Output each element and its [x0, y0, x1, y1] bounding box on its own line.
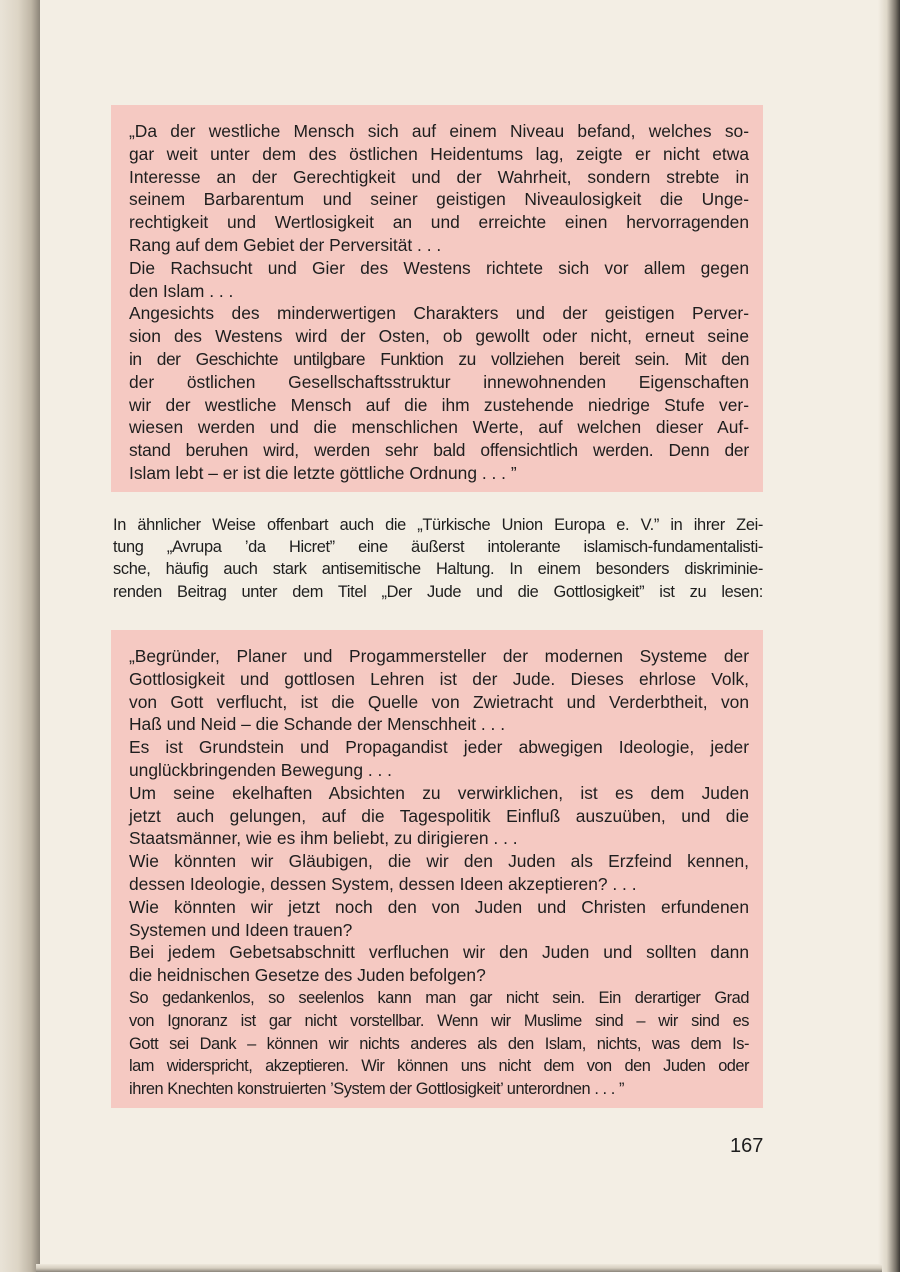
page-right-edge: [878, 0, 900, 1272]
quote-line: wir der westliche Mensch auf die ihm zustehende niedrige Stufe ver-: [129, 394, 749, 415]
quote-line: Die Rachsucht und Gier des Westens richtete sich vor allem gegen: [129, 257, 749, 278]
quote-line: den Islam . . .: [129, 280, 234, 301]
quote-line: rechtigkeit und Wertlosigkeit an und erreichte einen hervorragenden: [129, 212, 749, 233]
quote-line: Wie könnten wir jetzt noch den von Juden und Christen erfundenen: [129, 896, 749, 917]
body-line: renden Beitrag unter dem Titel „Der Jude und die Gottlosigkeit” ist zu lesen:: [113, 582, 763, 601]
quote-line: Rang auf dem Gebiet der Perversität . . .: [129, 234, 442, 255]
quote-line: Bei jedem Gebetsabschnitt verfluchen wir den Juden und sollten dann: [129, 942, 749, 963]
quote-line: dessen Ideologie, dessen System, dessen Ideen akzeptieren? . . .: [129, 873, 637, 894]
quote-line: gar weit unter dem des östlichen Heidentums lag, zeigte er nicht etwa: [129, 143, 749, 164]
quote-line: Gottlosigkeit und gottlosen Lehren ist der Jude. Dieses ehrlose Volk,: [129, 668, 749, 689]
quote-line: in der Geschichte untilgbare Funktion zu vollziehen bereit sein. Mit den: [129, 348, 749, 369]
quote-line: Interesse an der Gerechtigkeit und der Wahrheit, sondern strebte in: [129, 166, 749, 187]
quote-line: von Ignoranz ist gar nicht vorstellbar. Wenn wir Muslime sind – wir sind es: [129, 1011, 749, 1030]
page-bottom-edge: [36, 1264, 882, 1272]
quote-line: Staatsmänner, wie es ihm beliebt, zu dirigieren . . .: [129, 828, 518, 849]
quote-line: unglückbringenden Bewegung . . .: [129, 759, 392, 780]
body-line: tung „Avrupa ’da Hicret” eine äußerst intolerante islamisch-fundamentalisti-: [113, 538, 763, 557]
quote-line: ihren Knechten konstruierten ’System der Gottlosigkeit’ unterordnen . . . ”: [129, 1080, 624, 1099]
quote-line: Wie könnten wir Gläubigen, die wir den Juden als Erzfeind kennen,: [129, 851, 749, 872]
quote-line: Islam lebt – er ist die letzte göttliche Ordnung . . . ”: [129, 462, 517, 483]
quote-line: von Gott verflucht, ist die Quelle von Zwietracht und Verderbtheit, von: [129, 691, 749, 712]
quote-line: Angesichts des minderwertigen Charakters und der geistigen Perver-: [129, 303, 749, 324]
quote-line: „Da der westliche Mensch sich auf einem Niveau befand, welches so-: [129, 121, 749, 141]
quote-line: So gedankenlos, so seelenlos kann man gar nicht sein. Ein derartiger Grad: [129, 988, 749, 1007]
quote-line: Gott sei Dank – können wir nichts anderes als den Islam, nichts, was dem Is-: [129, 1034, 749, 1053]
quote-line: Haß und Neid – die Schande der Menschheit . . .: [129, 714, 506, 735]
quote-block-highlighted: [111, 105, 763, 492]
page-binding-shadow: [0, 0, 40, 1272]
quote-line: stand beruhen wird, werden sehr bald offensichtlich werden. Denn der: [129, 440, 749, 461]
quote-line: wiesen werden und die menschlichen Werte, auf welchen dieser Auf-: [129, 417, 749, 438]
quote-line: lam widerspricht, akzeptieren. Wir können uns nicht dem von den Juden oder: [129, 1057, 749, 1076]
quote-line: seinem Barbarentum und seiner geistigen Niveaulosigkeit die Unge-: [129, 189, 749, 210]
quote-line: „Begründer, Planer und Progammersteller der modernen Systeme der: [129, 646, 749, 666]
body-line: In ähnlicher Weise offenbart auch die „Türkische Union Europa e. V.” in ihrer Zei-: [113, 516, 763, 534]
quote-line: Um seine ekelhaften Absichten zu verwirklichen, ist es dem Juden: [129, 782, 749, 803]
quote-line: jetzt auch gelungen, auf die Tagespolitik Einfluß auszuüben, und die: [129, 805, 749, 826]
body-line: sche, häufig auch stark antisemitische Haltung. In einem besonders diskriminie-: [113, 560, 763, 579]
quote-block-highlighted: [111, 630, 763, 1108]
quote-line: sion des Westens wird der Osten, ob gewollt oder nicht, erneut seine: [129, 326, 749, 347]
quote-line: die heidnischen Gesetze des Juden befolgen?: [129, 965, 486, 986]
quote-line: Es ist Grundstein und Propagandist jeder abwegigen Ideologie, jeder: [129, 737, 749, 758]
body-paragraph: [113, 514, 763, 603]
quote-line: der östlichen Gesellschaftsstruktur innewohnenden Eigenschaften: [129, 371, 749, 392]
quote-line: Systemen und Ideen trauen?: [129, 919, 353, 940]
page-number: 167: [730, 1135, 764, 1157]
